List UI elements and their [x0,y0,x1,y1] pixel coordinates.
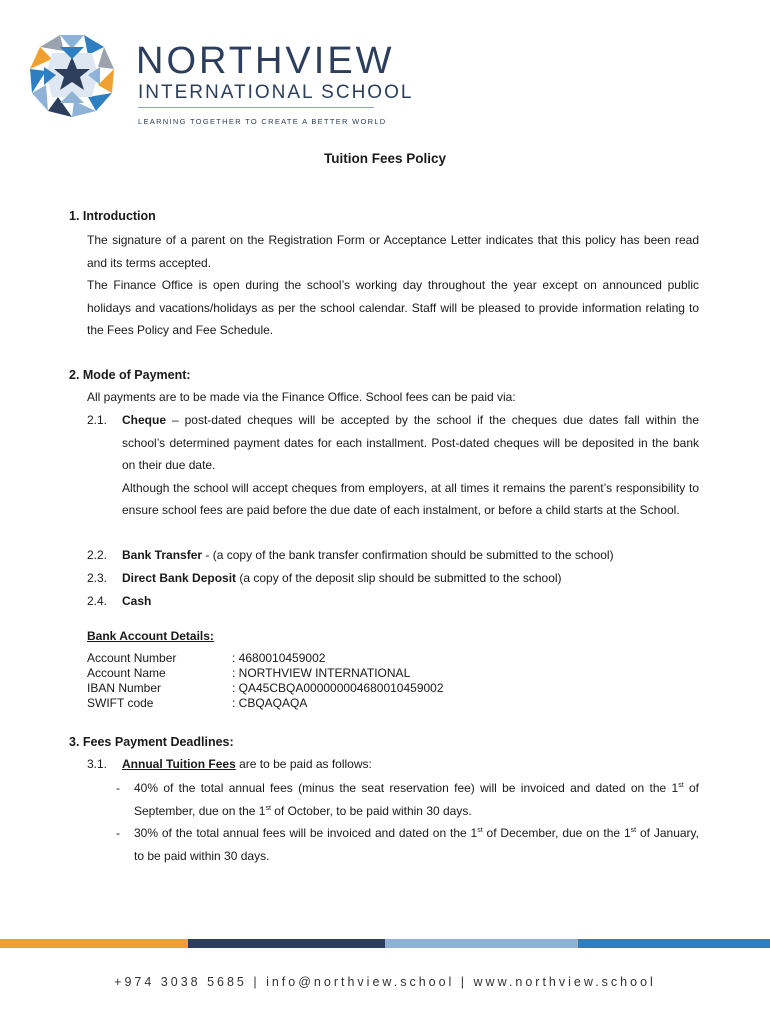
bullet-text [134,777,699,822]
item-description: are to be paid as follows: [235,757,372,771]
bank-key: IBAN Number [87,681,162,695]
bank-details-table [87,651,444,711]
ordinal-suffix: st [265,804,271,812]
bank-row-account-name [87,666,444,681]
bank-value: : QA45CBQA000000004680010459002 [232,681,444,695]
intro-paragraph-1: The signature of a parent on the Registration Form or Acceptance Letter indicates that this policy has been read and its terms accepted. [87,233,699,270]
bank-key: Account Name [87,666,166,680]
bullet-text-part: of December, due on the 1 [482,826,631,840]
item-text [122,544,699,567]
item-description: - (a copy of the bank transfer confirmation should be submitted to the school) [202,548,614,562]
bullet-text-part: of October, to be paid within 30 days. [270,803,472,818]
bank-row-iban [87,681,444,696]
payment-item-cheque [87,409,699,522]
footer-bar-navy [188,939,385,948]
item-description: (a copy of the deposit slip should be submitted to the school) [236,571,562,585]
item-text [122,409,699,477]
item-label: Bank Transfer [122,548,203,562]
item-label: Cash [122,594,152,608]
item-description: – post-dated cheques will be accepted by the school if the cheques due dates fall within the school’s determined payment dates for each installment. Post-dated cheques will be deposited in the bank on their due date. [122,413,699,472]
bank-key: Account Number [87,651,177,665]
item-label: Direct Bank Deposit [122,571,237,585]
item-number: 2.1. [87,413,108,427]
bank-details-heading: Bank Account Details: [87,629,214,643]
footer-bar-orange [0,939,188,948]
bank-value: : 4680010459002 [232,651,326,665]
school-tagline: LEARNING TOGETHER TO CREATE A BETTER WORLD [138,117,387,126]
school-subtitle: INTERNATIONAL SCHOOL [138,82,414,103]
bullet-dash: - [116,826,120,840]
payment-item-direct-deposit [87,567,699,590]
item-number: 2.2. [87,548,108,562]
footer-contact: +974 3038 5685 | info@northview.school | www.northview.school [114,975,656,989]
bullet-dash: - [116,781,120,795]
bullet-text-part: 30% of the total annual fees will be invoiced and dated on the 1 [134,826,478,840]
footer-color-bar [0,939,770,948]
page-title: Tuition Fees Policy [323,151,447,166]
item-label: Annual Tuition Fees [122,757,236,771]
intro-paragraph-2: The Finance Office is open during the school’s working day throughout the year except on announced public holidays and vacations/holidays as per the school calendar. Staff will be pleased to provide information relating to the Fees Policy and Fee Schedule. [87,278,699,337]
bank-key: SWIFT code [87,696,154,710]
deadline-bullet-2 [116,822,699,867]
item-number: 2.3. [87,571,108,585]
school-name: NORTHVIEW [136,40,395,82]
bank-value: : NORTHVIEW INTERNATIONAL [232,666,411,680]
deadline-bullet-1 [116,777,699,822]
bullet-text-part: 40% of the total annual fees (minus the seat reservation fee) will be invoiced and dated on the 1 [134,781,679,795]
ordinal-suffix: st [630,827,637,834]
item-text [122,753,699,776]
school-logo-icon [22,30,122,120]
section-heading-deadlines: 3. Fees Payment Deadlines: [69,735,234,749]
item-number: 3.1. [87,757,108,771]
item-extra: Although the school will accept cheques from employers, at all times it remains the parent’s responsibility to ensure school fees are paid before the due date of each instalment, or before a child starts at the School. [122,480,699,517]
letterhead [18,30,438,126]
brand-divider [138,107,374,108]
bank-value: : CBQAQAQA [232,696,308,710]
item-text [122,590,699,613]
bullet-text-part: of September, due on the 1 [134,781,699,818]
item-number: 2.4. [87,594,108,608]
bank-row-swift [87,696,444,711]
bank-row-account-number [87,651,444,666]
bullet-text [134,822,699,867]
section-heading-introduction: 1. Introduction [69,209,156,223]
ordinal-suffix: st [678,782,684,789]
item-text [122,567,699,590]
footer-bar-blue [578,939,770,948]
ordinal-suffix: st [477,827,483,834]
item-label: Cheque [122,413,167,427]
deadline-item-annual [87,753,699,776]
payment-lead: All payments are to be made via the Finance Office. School fees can be paid via: [87,390,516,404]
section-heading-payment: 2. Mode of Payment: [69,368,191,382]
bullet-text-part: of January, to be paid within 30 days. [134,826,699,863]
footer-bar-light-blue [385,939,578,948]
payment-item-bank-transfer [87,544,699,567]
payment-item-cash [87,590,699,613]
